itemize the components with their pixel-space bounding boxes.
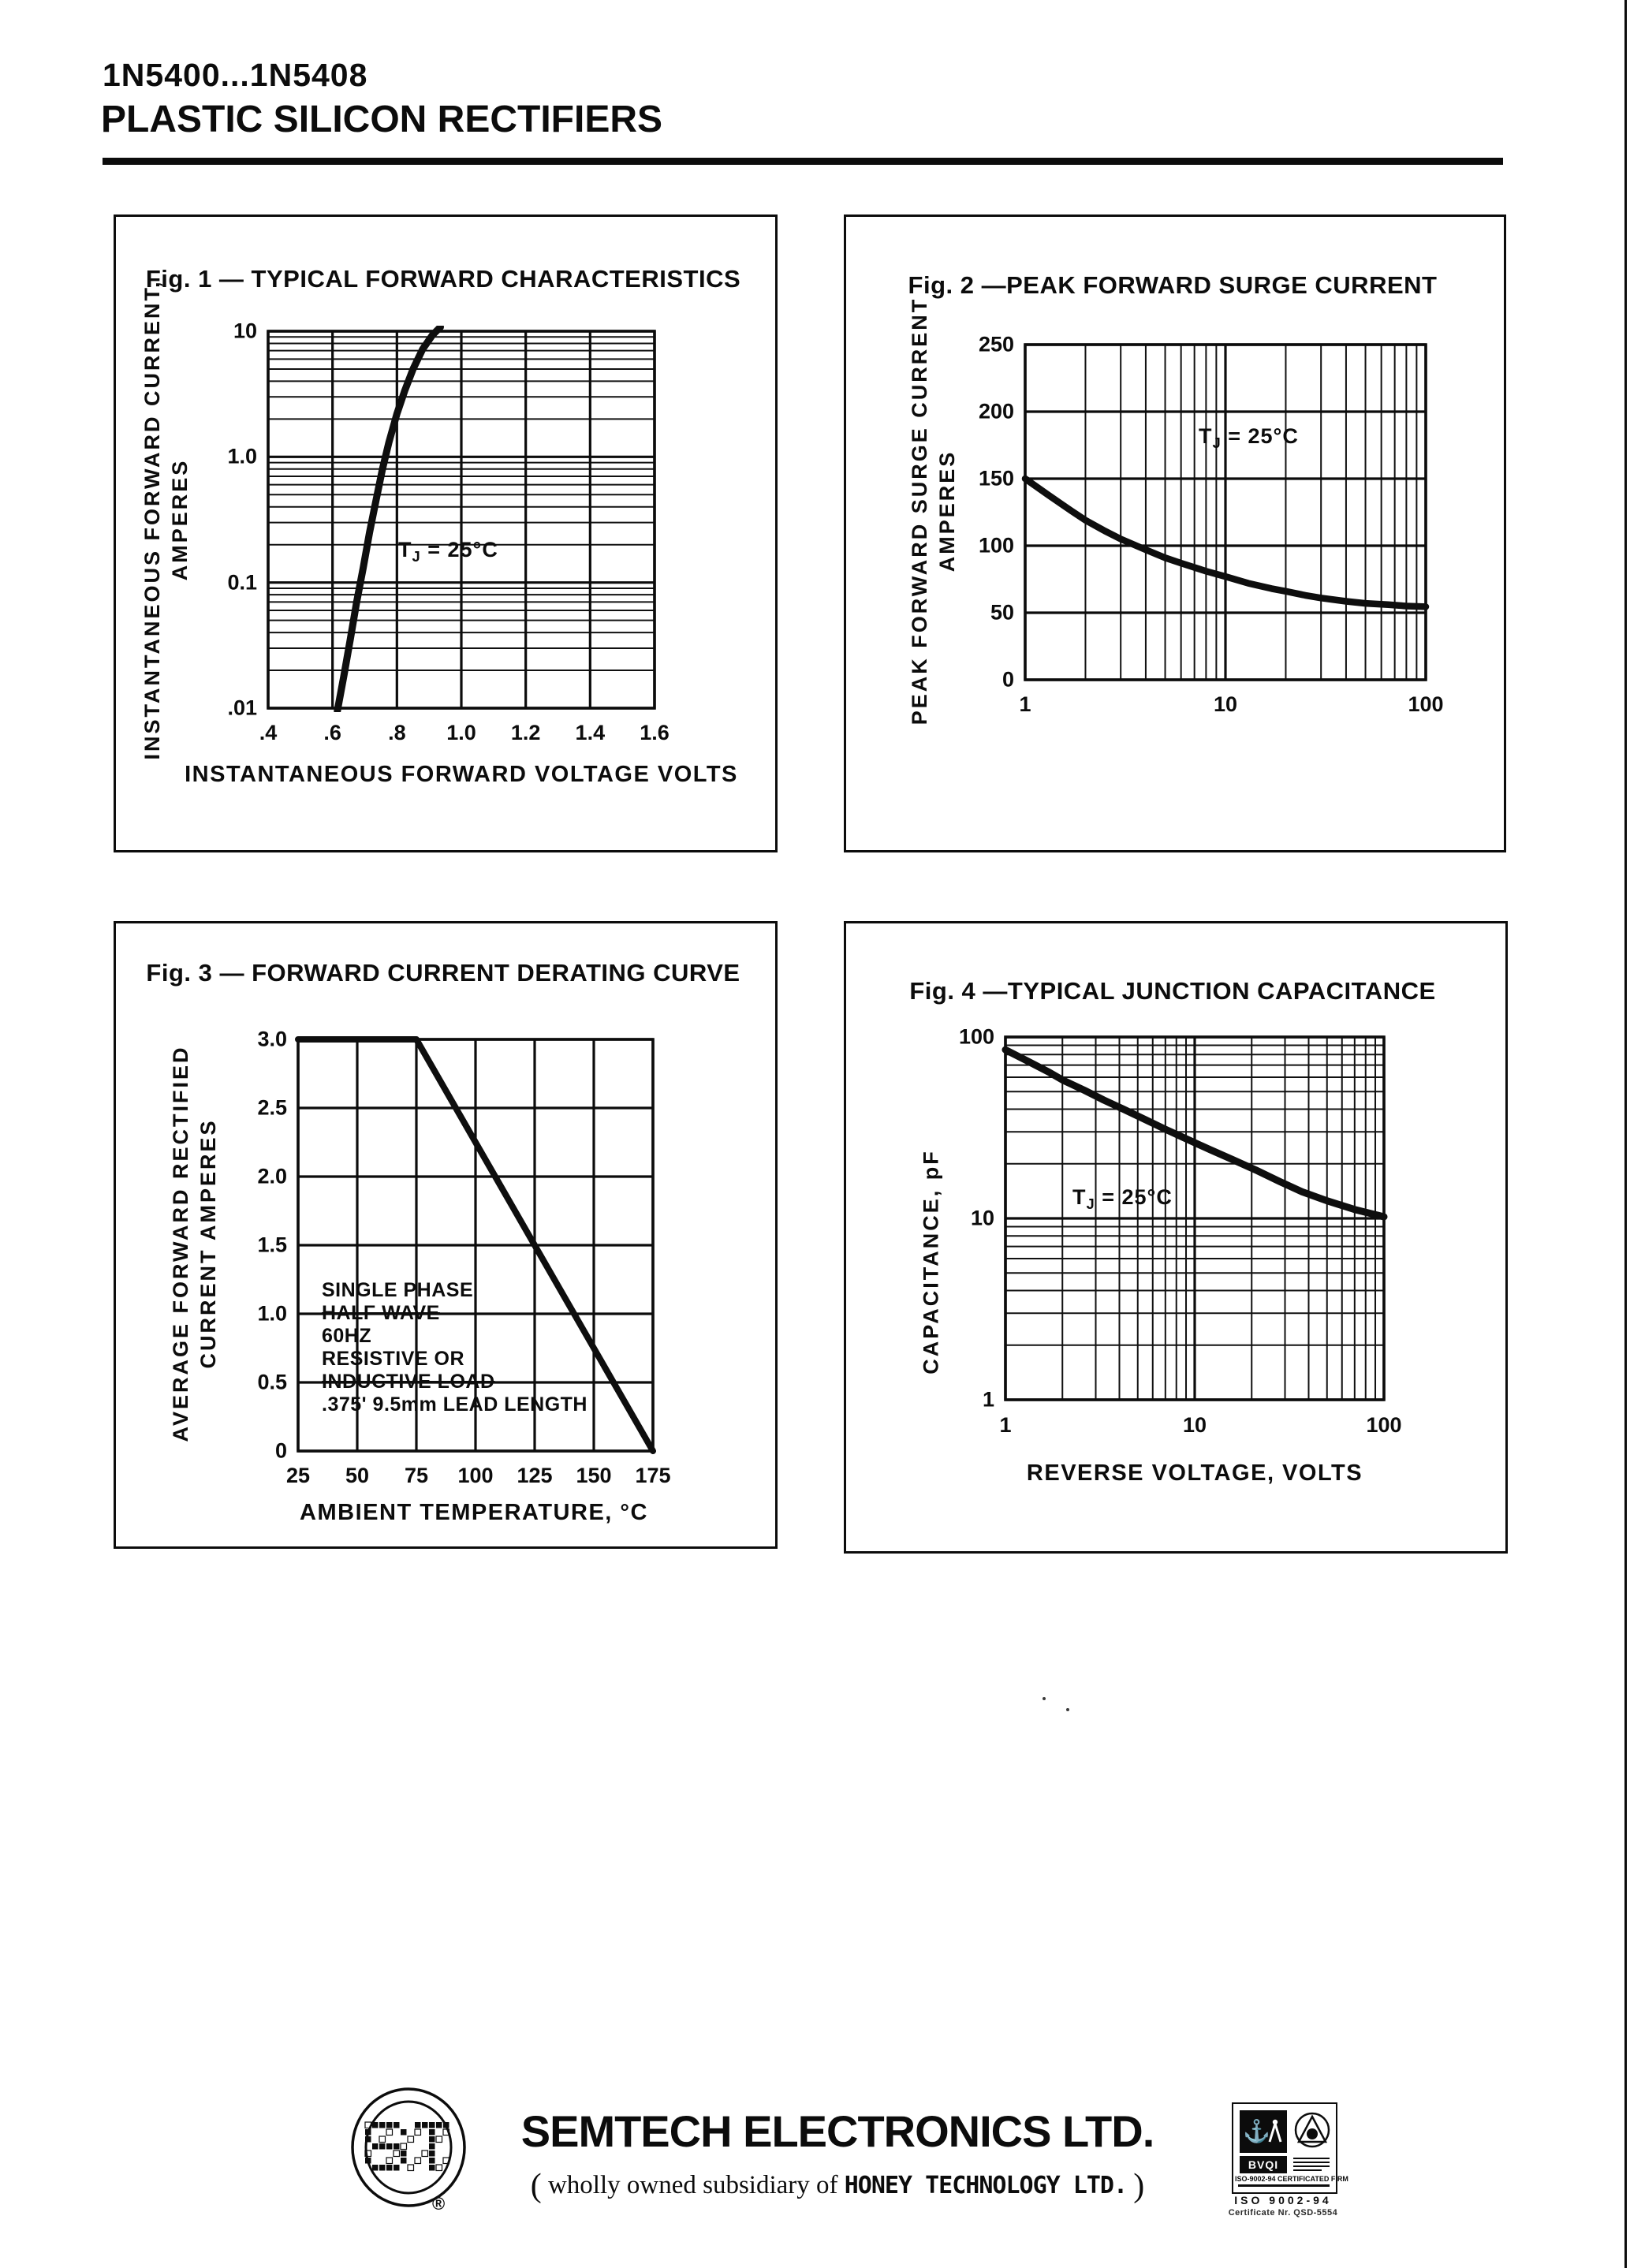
x-tick-label: 1.2 — [510, 721, 541, 744]
conditions-annotation-line: INDUCTIVE LOAD — [322, 1371, 495, 1393]
y-axis-label: PEAK FORWARD SURGE CURRENT AMPERES — [907, 297, 959, 726]
scan-speck — [1066, 1708, 1069, 1711]
y-tick-label: 0.5 — [257, 1370, 287, 1394]
y-tick-label: 200 — [978, 399, 1014, 423]
paren-open: ( — [530, 2168, 542, 2204]
certificate-number-text: Certificate Nr. QSD-5554 — [1228, 2208, 1338, 2218]
tj-annotation: $T_J = 25^\circ C$ — [1199, 424, 1299, 451]
figure-title: Fig. 4 —TYPICAL JUNCTION CAPACITANCE — [909, 977, 1436, 1005]
figure-border — [114, 214, 778, 852]
y-tick-label: 1.5 — [257, 1233, 287, 1257]
y-axis-label: AVERAGE FORWARD RECTIFIED CURRENT AMPERES — [168, 1045, 220, 1442]
y-tick-label: .01 — [227, 696, 257, 720]
x-tick-label: 10 — [1182, 1413, 1207, 1437]
x-tick-label: 125 — [517, 1464, 553, 1487]
part-number: 1N5400...1N5408 — [103, 57, 368, 93]
cert-fine-print-line — [1293, 2158, 1330, 2159]
x-tick-label: 50 — [345, 1464, 370, 1487]
certification-circle-icon — [1293, 2109, 1331, 2153]
y-tick-label: 3.0 — [257, 1027, 287, 1051]
x-tick-label: 100 — [1408, 692, 1444, 716]
tj-annotation: $T_J = 25^\circ C$ — [1072, 1185, 1173, 1212]
iso-certification-mark — [1232, 2102, 1348, 2194]
tj-annotation: $T_J = 25^\circ C$ — [398, 538, 498, 565]
conditions-annotation-line: 60HZ — [322, 1325, 372, 1347]
y-tick-label: 100 — [958, 1024, 994, 1049]
x-axis-label: REVERSE VOLTAGE, VOLTS — [1026, 1460, 1363, 1486]
y-tick-label: 1.0 — [257, 1301, 287, 1326]
subsidiary-text: wholly owned subsidiary of — [541, 2171, 845, 2199]
x-tick-label: 75 — [404, 1464, 429, 1487]
figure-title: Fig. 1 — TYPICAL FORWARD CHARACTERISTICS — [145, 265, 741, 293]
cert-fine-print-line — [1293, 2169, 1322, 2171]
x-tick-label: 1 — [999, 1413, 1012, 1437]
x-tick-label: 100 — [457, 1464, 494, 1487]
semtech-logo-icon — [347, 2086, 473, 2216]
y-tick-label: 0.1 — [227, 570, 257, 595]
y-tick-label: 1.0 — [227, 444, 257, 468]
conditions-annotation-line: SINGLE PHASE — [322, 1279, 474, 1301]
x-tick-label: 1.6 — [640, 721, 670, 744]
cert-fine-print-line — [1293, 2162, 1330, 2163]
y-tick-label: 2.5 — [257, 1095, 287, 1120]
x-axis-label: AMBIENT TEMPERATURE, °C — [300, 1500, 648, 1525]
registered-trademark-icon: ® — [432, 2194, 446, 2214]
y-tick-label: 0 — [274, 1438, 287, 1463]
anchor-icon: ⚓ — [1243, 2119, 1270, 2143]
x-tick-label: 150 — [576, 1464, 612, 1487]
anchor-compass-icon — [1240, 2110, 1287, 2153]
x-tick-label: .4 — [259, 721, 278, 744]
iso-standard-text: ISO 9002-94 — [1234, 2194, 1332, 2206]
x-tick-label: .8 — [388, 721, 406, 744]
y-tick-label: 100 — [978, 533, 1014, 558]
x-tick-label: .6 — [323, 721, 341, 744]
x-tick-label: 175 — [635, 1464, 671, 1487]
conditions-annotation-line: HALF WAVE — [322, 1302, 440, 1324]
x-tick-label: 1 — [1019, 692, 1031, 716]
compass-icon — [1266, 2118, 1284, 2145]
x-tick-label: 25 — [285, 1464, 311, 1487]
y-tick-label: 150 — [978, 466, 1014, 491]
y-tick-label: 2.0 — [257, 1164, 287, 1188]
x-tick-label: 100 — [1366, 1413, 1402, 1437]
x-tick-label: 1.0 — [446, 721, 476, 744]
scan-edge-line — [1624, 0, 1627, 2268]
company-name: SEMTECH ELECTRONICS LTD. — [520, 2106, 1154, 2156]
y-tick-label: 0 — [1001, 667, 1014, 692]
y-tick-label: 250 — [978, 332, 1014, 356]
figure-title: Fig. 3 — FORWARD CURRENT DERATING CURVE — [146, 959, 740, 987]
figure-title: Fig. 2 —PEAK FORWARD SURGE CURRENT — [908, 271, 1438, 299]
x-tick-label: 1.4 — [575, 721, 606, 744]
conditions-annotation-line: .375' 9.5mm LEAD LENGTH — [322, 1393, 587, 1416]
conditions-annotation-line: RESISTIVE OR — [322, 1348, 465, 1370]
y-axis-label: INSTANTANEOUS FORWARD CURRENT, AMPERES — [140, 279, 192, 760]
page-title: PLASTIC SILICON RECTIFIERS — [101, 99, 663, 140]
certificated-firm-text: ISO-9002-94 CERTIFICATED FIRM — [1235, 2175, 1348, 2183]
subsidiary-company: HONEY TECHNOLOGY LTD. — [844, 2172, 1128, 2199]
paren-close: ) — [1133, 2168, 1145, 2204]
y-tick-label: 10 — [233, 319, 257, 343]
cert-fine-print-line — [1293, 2165, 1330, 2167]
x-tick-label: 10 — [1213, 692, 1238, 716]
subsidiary-line — [531, 2167, 1145, 2205]
y-tick-label: 1 — [982, 1387, 994, 1412]
y-tick-label: 10 — [970, 1206, 994, 1230]
bv-quality-label: BVQI — [1240, 2156, 1287, 2173]
x-axis-label: INSTANTANEOUS FORWARD VOLTAGE VOLTS — [185, 762, 738, 787]
y-axis-label: CAPACITANCE, pF — [919, 1149, 943, 1375]
cert-fine-print-bar — [1238, 2184, 1330, 2187]
scan-speck — [1043, 1697, 1046, 1700]
y-tick-label: 50 — [990, 600, 1014, 625]
